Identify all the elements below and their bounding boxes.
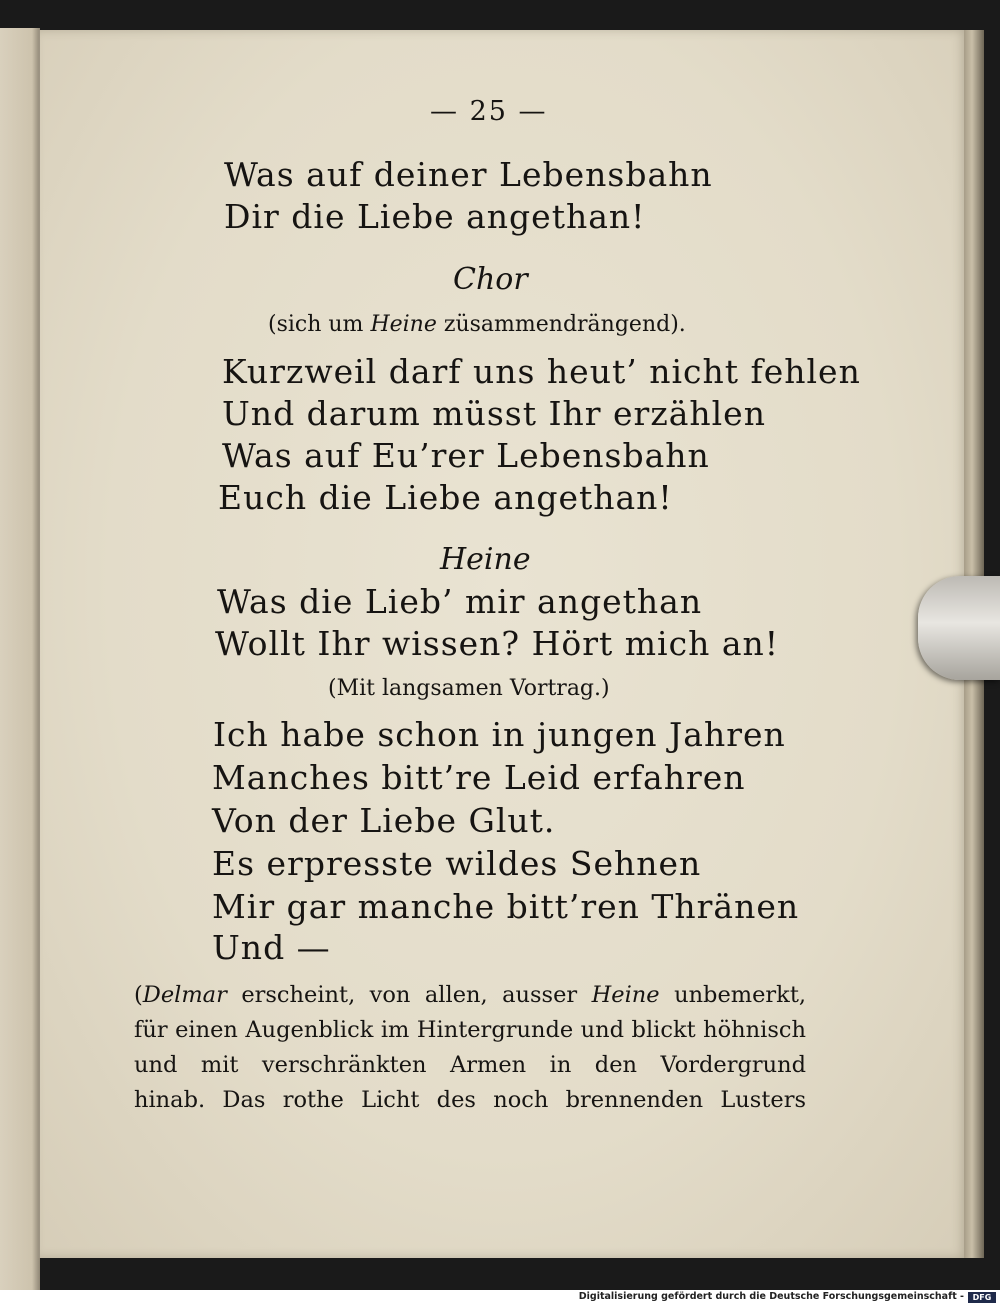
verse-line: Euch die Liebe angethan! — [218, 478, 673, 517]
stage-direction — [268, 312, 686, 337]
paragraph-line: für einen Augenblick im Hintergrunde und blickt höhnisch — [134, 1017, 806, 1043]
stage-character-name: Delmar — [142, 982, 227, 1008]
speaker-name: Heine — [440, 542, 531, 577]
footer-bar — [0, 1290, 1000, 1306]
stage-text: (sich um — [268, 312, 364, 337]
verse-line: Was auf deiner Lebensbahn — [224, 155, 713, 194]
facing-page-edge — [0, 28, 40, 1290]
stage-text: unbemerkt, — [674, 982, 807, 1008]
paragraph-line: und mit verschränkten Armen in den Vordergrund — [134, 1052, 806, 1078]
dfg-logo: DFG — [968, 1292, 996, 1303]
paragraph-line — [134, 978, 806, 1013]
verse-line: Dir die Liebe angethan! — [224, 197, 646, 236]
stage-character-name: Heine — [370, 312, 437, 337]
page-clip — [918, 576, 1000, 680]
verse-line: Und darum müsst Ihr erzählen — [222, 394, 766, 433]
stage-text: züsammendrängend). — [443, 312, 686, 337]
stage-direction-paragraph — [134, 978, 806, 1118]
speaker-name: Chor — [453, 262, 528, 297]
funding-credit: Digitalisierung gefördert durch die Deutsche Forschungsgemeinschaft - — [578, 1291, 964, 1302]
paragraph-line: hinab. Das rothe Licht des noch brennenden Lusters — [134, 1087, 806, 1113]
verse-line: Kurzweil darf uns heut’ nicht fehlen — [222, 352, 861, 391]
verse-line: Manches bitt’re Leid erfahren — [212, 758, 746, 797]
stage-text: erscheint, von allen, ausser — [241, 982, 578, 1008]
verse-line: Wollt Ihr wissen? Hört mich an! — [215, 624, 780, 663]
stage-direction: (Mit langsamen Vortrag.) — [328, 676, 610, 701]
stage-character-name: Heine — [591, 982, 660, 1008]
verse-line: Und — — [212, 928, 331, 967]
verse-line: Von der Liebe Glut. — [212, 801, 556, 840]
verse-line: Was auf Eu’rer Lebensbahn — [222, 436, 710, 475]
bracket: ( — [134, 982, 143, 1008]
page-number: — 25 — — [430, 96, 548, 127]
verse-line: Es erpresste wildes Sehnen — [212, 844, 702, 883]
verse-line: Mir gar manche bitt’ren Thränen — [212, 887, 800, 926]
verse-line: Ich habe schon in jungen Jahren — [213, 715, 786, 754]
verse-line: Was die Lieb’ mir angethan — [217, 582, 703, 621]
